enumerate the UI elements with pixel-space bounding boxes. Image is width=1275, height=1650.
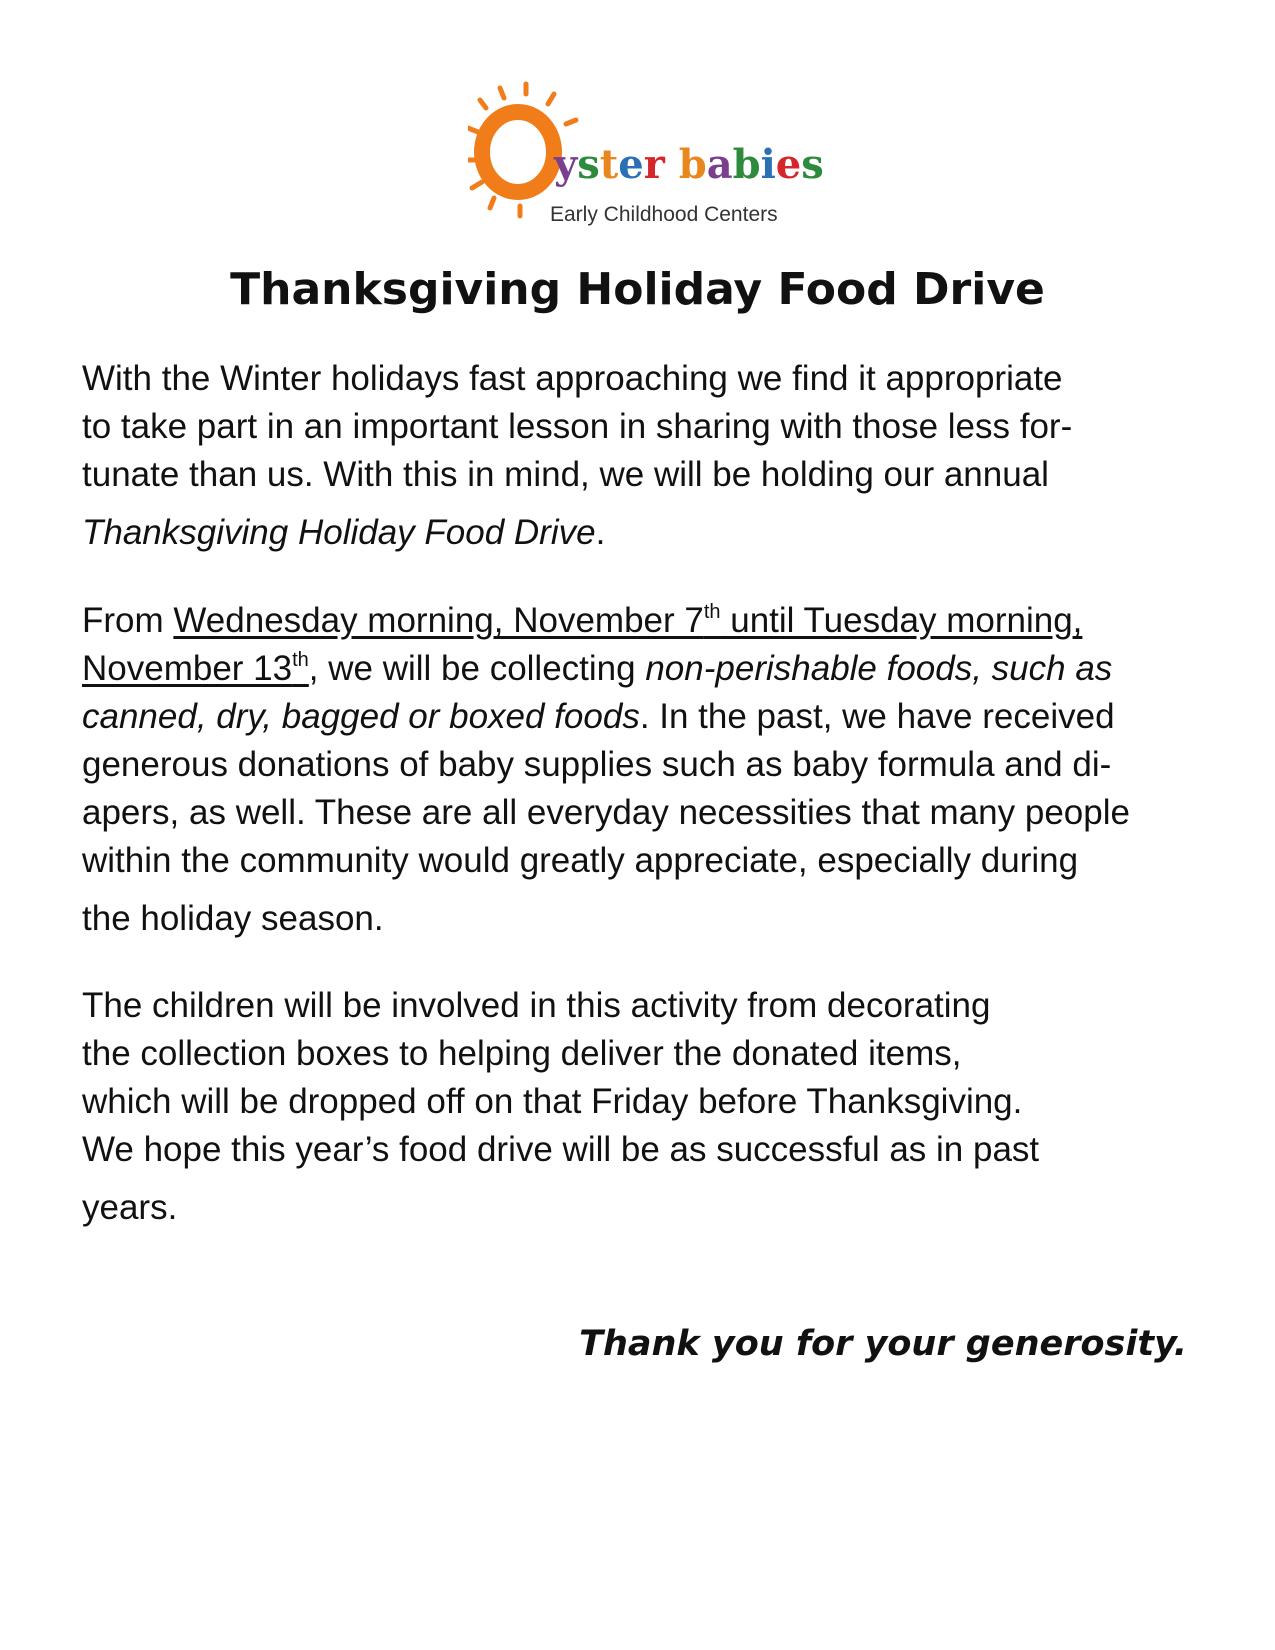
sun-o-icon [482, 112, 554, 192]
dates-line: apers, as well. These are all everyday necessities that many people [82, 793, 1130, 832]
dates-line [82, 693, 1202, 741]
dates-paragraph [82, 597, 1202, 943]
dates-line: generous donations of baby supplies such as baby formula and di- [82, 745, 1112, 784]
children-line: which will be dropped off on that Friday before Thanksgiving. [82, 1082, 1023, 1121]
intro-line: to take part in an important lesson in sharing with those less for- [82, 407, 1073, 446]
date-range-underlined [173, 601, 1082, 640]
logo-letter: b [678, 141, 707, 188]
children-line: The children will be involved in this activity from decorating [82, 986, 991, 1025]
end-date-text: November 13 [82, 649, 293, 688]
end-date [82, 649, 309, 688]
intro-line [82, 509, 1202, 557]
logo-letter: e [775, 141, 802, 188]
intro-line: With the Winter holidays fast approaching we find it appropriate [82, 359, 1063, 398]
logo-letter: s [577, 141, 600, 188]
children-line: years. [82, 1188, 178, 1227]
page-title: Thanksgiving Holiday Food Drive [230, 264, 1045, 315]
past-donations-text: . In the past, we have received [639, 697, 1115, 736]
start-date: Wednesday morning, November 7 [173, 601, 704, 640]
dates-line [82, 597, 1202, 645]
intro-paragraph [82, 355, 1202, 557]
punctuation: . [595, 513, 606, 552]
logo-letter: a [706, 141, 733, 188]
dates-line: within the community would greatly appreciate, especially during [82, 841, 1079, 880]
children-line: We hope this year’s food drive will be as successful as in past [82, 1130, 1040, 1169]
children-paragraph [82, 982, 1202, 1232]
dates-line: the holiday season. [82, 899, 384, 938]
logo-letter: r [643, 141, 665, 188]
logo-letter: y [554, 141, 578, 188]
logo-tagline: Early Childhood Centers [550, 203, 778, 226]
food-types-italic: non-perishable foods, such as [645, 649, 1113, 688]
from-text: From [82, 601, 174, 640]
until-text: until Tuesday morning, [720, 601, 1083, 640]
closing-thanks: Thank you for your generosity. [579, 1324, 1187, 1364]
end-date-suffix: th [292, 649, 309, 671]
logo-letter: t [599, 141, 619, 188]
event-name: Thanksgiving Holiday Food Drive [82, 513, 596, 552]
logo-letter: b [732, 141, 761, 188]
children-line: the collection boxes to helping deliver the donated items, [82, 1034, 962, 1073]
dates-line [82, 645, 1202, 693]
logo-letter: s [801, 141, 824, 188]
logo-brand-text [553, 141, 824, 188]
logo-letter: e [618, 141, 644, 188]
collecting-text: , we will be collecting [308, 649, 646, 688]
logo-letter: i [760, 141, 776, 188]
oyster-babies-logo [468, 80, 868, 240]
start-date-suffix: th [703, 601, 721, 623]
food-types-italic: canned, dry, bagged or boxed foods [82, 697, 640, 736]
intro-line: tunate than us. With this in mind, we will be holding our annual [82, 455, 1049, 494]
